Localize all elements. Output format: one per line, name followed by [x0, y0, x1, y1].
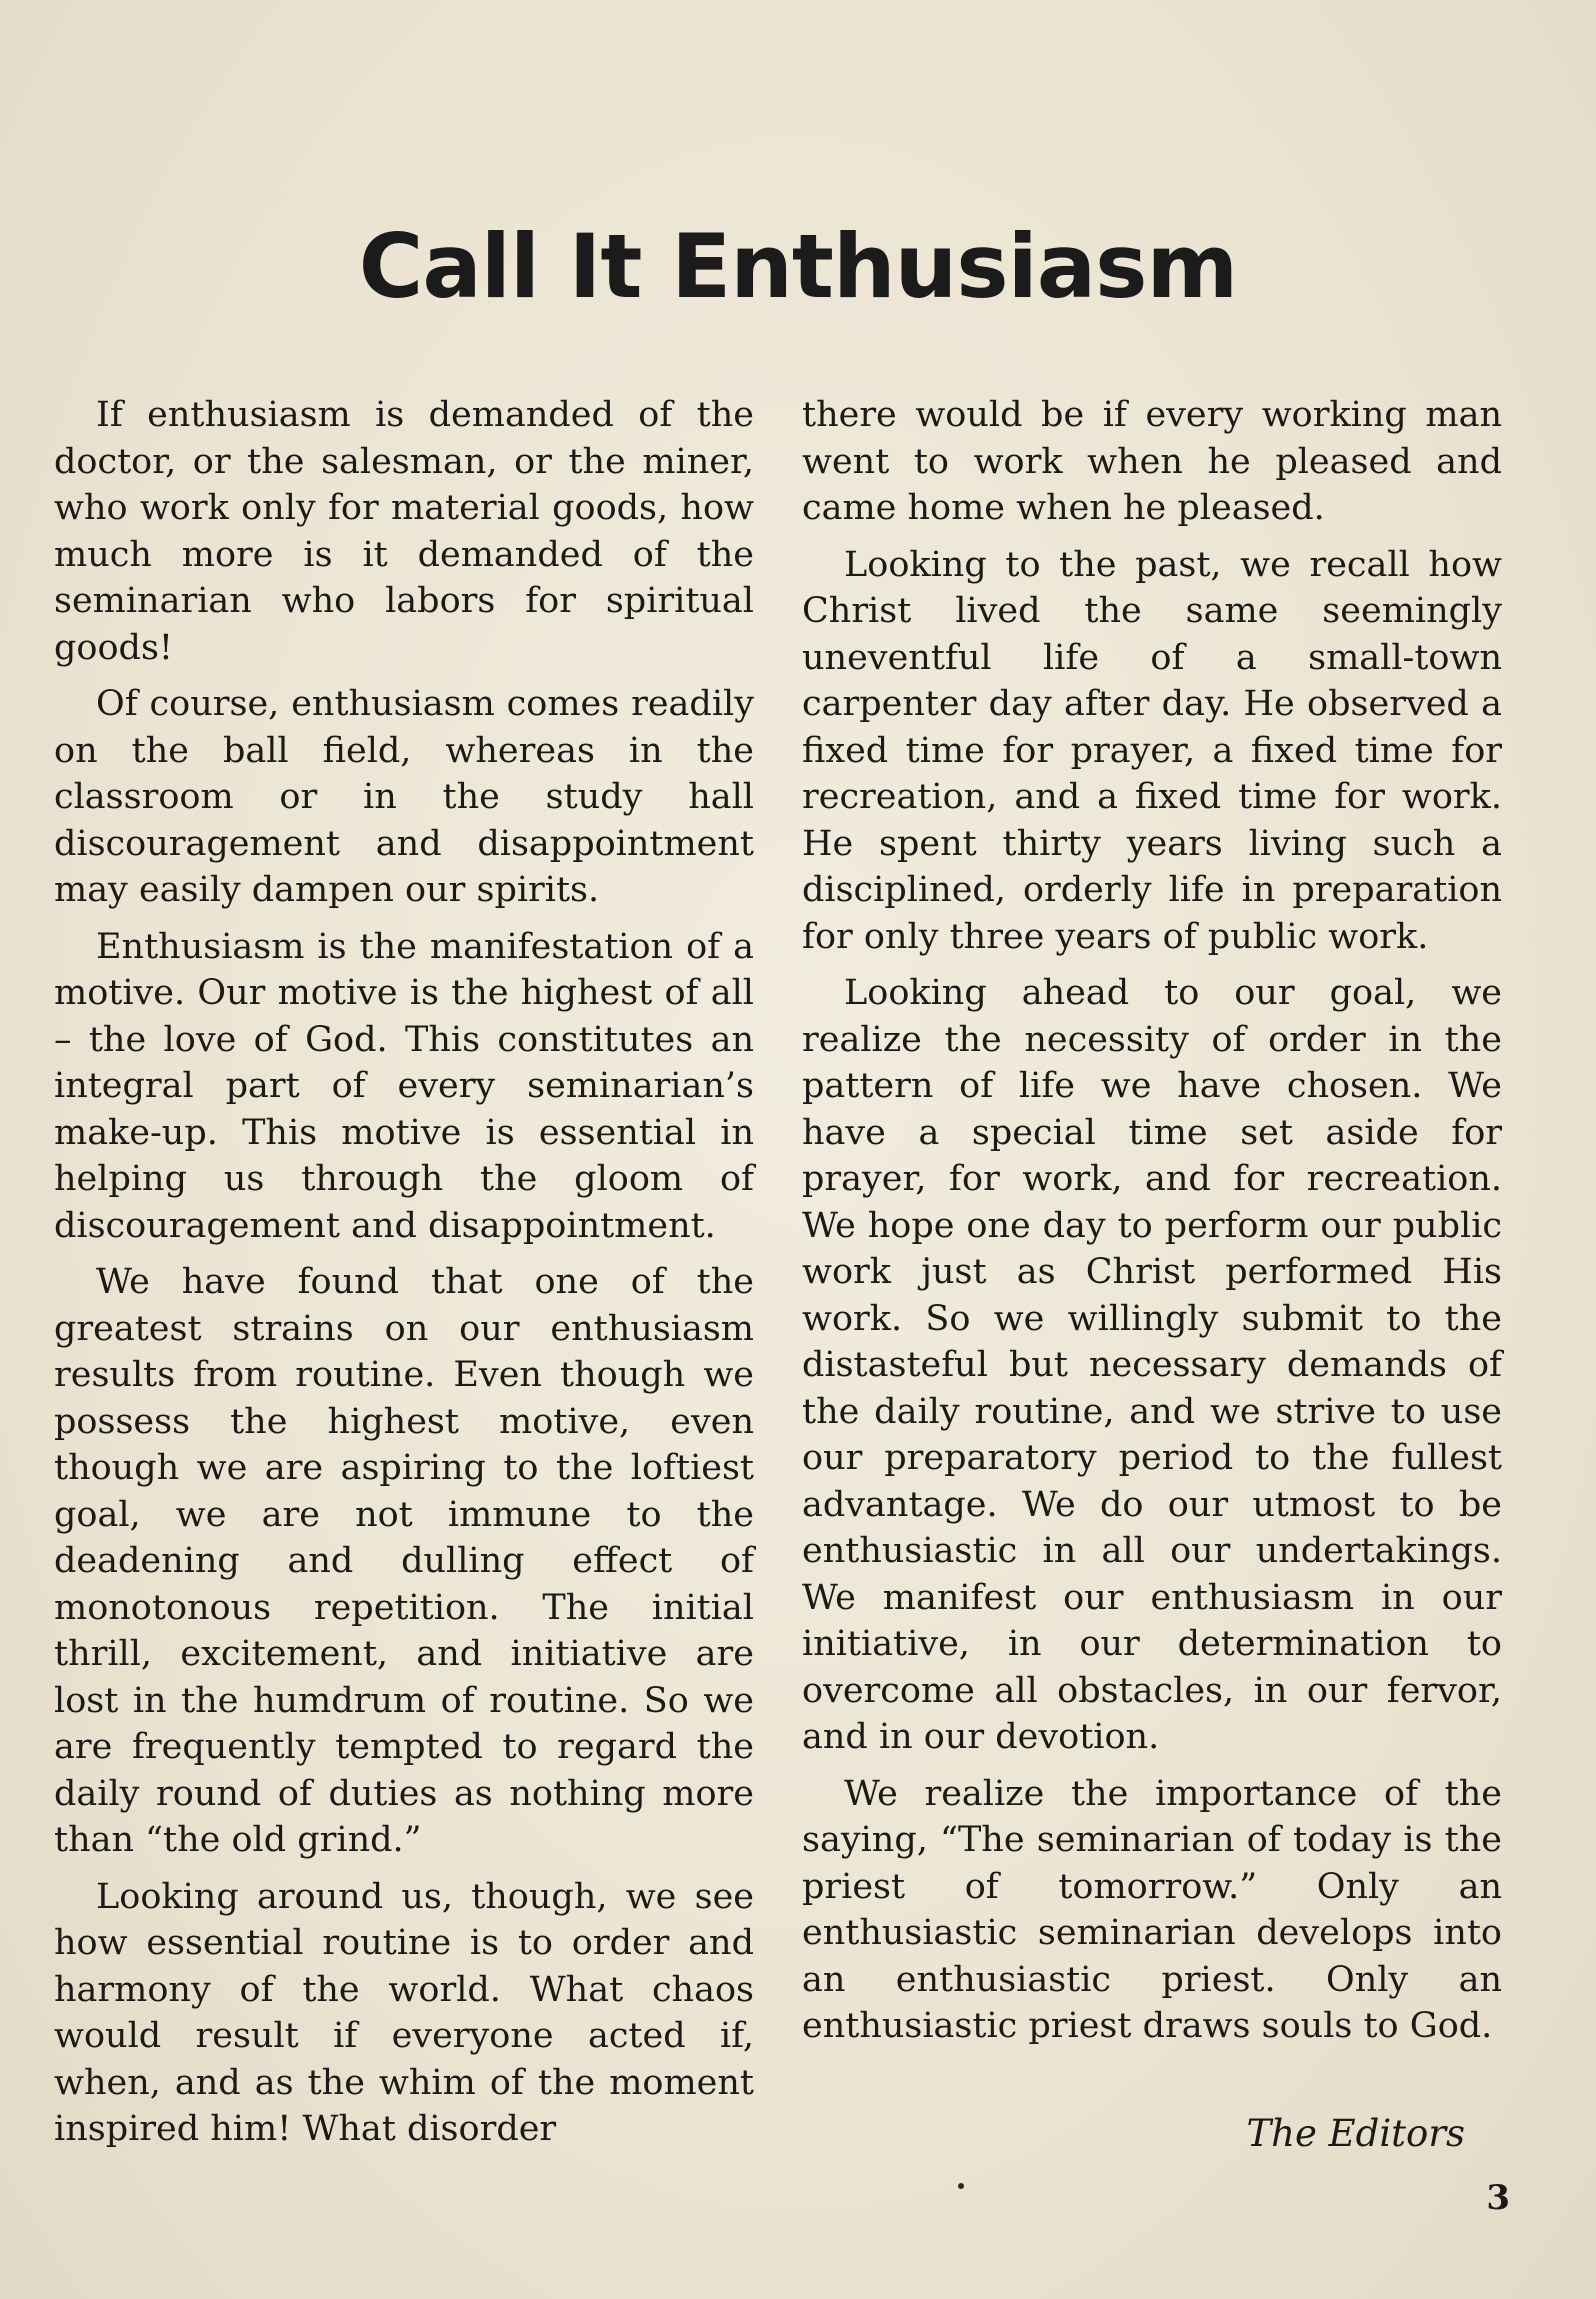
paragraph: Of course, enthusiasm comes readily on the ball field, whereas in the classroom or in the study hall discouragement and disappointment may easily dampen our spirits.	[54, 684, 754, 910]
paragraph: Looking ahead to our goal, we realize the necessity of order in the pattern of life we have chosen. We have a special time set aside for prayer, for work, and for recreation. We hope one day to perform our public work just as Christ performed His work. So we willingly submit to the distasteful but necessary demands of the daily routine, and we strive to use our preparatory period to the fullest advantage. We do our utmost to be enthusiastic in all our undertakings. We manifest our enthusiasm in our initiative, in our determination to overcome all obstacles, in our fervor, and in our devotion.	[802, 973, 1502, 1757]
paragraph: We realize the importance of the saying, “The seminarian of today is the priest of tomorrow.” Only an enthusiastic seminarian develops into an enthusiastic priest. Only an enthusiastic priest draws souls to God.	[802, 1773, 1502, 2046]
right-column	[802, 392, 1502, 2060]
paragraph: Looking around us, though, we see how essential routine is to order and harmony of the world. What chaos would result if everyone acted if, when, and as the whim of the moment inspired him! What disorder	[54, 1876, 754, 2149]
left-column	[54, 392, 754, 2163]
article-title: Call It Enthusiasm	[358, 215, 1238, 318]
signature: The Editors	[1246, 2112, 1465, 2155]
paragraph: Enthusiasm is the manifestation of a motive. Our motive is the highest of all – the love of God. This constitutes an integral part of every seminarian’s make-up. This motive is essential in helping us through the gloom of discouragement and disappointment.	[54, 926, 754, 1246]
ink-dot	[958, 2183, 964, 2189]
paragraph: Looking to the past, we recall how Christ lived the same seemingly uneventful life of a small-town carpenter day after day. He observed a fixed time for prayer, a fixed time for recreation, and a fixed time for work. He spent thirty years living such a disciplined, orderly life in preparation for only three years of public work.	[802, 544, 1502, 957]
paragraph: We have found that one of the greatest strains on our enthusiasm results from routine. Even though we possess the highest motive, even though we are aspiring to the loftiest goal, we are not immune to the deadening and dulling effect of monotonous repetition. The initial thrill, excitement, and initiative are lost in the humdrum of routine. So we are frequently tempted to regard the daily round of duties as nothing more than “the old grind.”	[54, 1262, 754, 1860]
page-number: 3	[1486, 2178, 1510, 2218]
paragraph: If enthusiasm is demanded of the doctor, or the salesman, or the miner, who work only for material goods, how much more is it demanded of the seminarian who labors for spiritual goods!	[54, 395, 754, 668]
paragraph-continuation: there would be if every working man went to work when he pleased and came home when he pleased.	[802, 395, 1502, 528]
